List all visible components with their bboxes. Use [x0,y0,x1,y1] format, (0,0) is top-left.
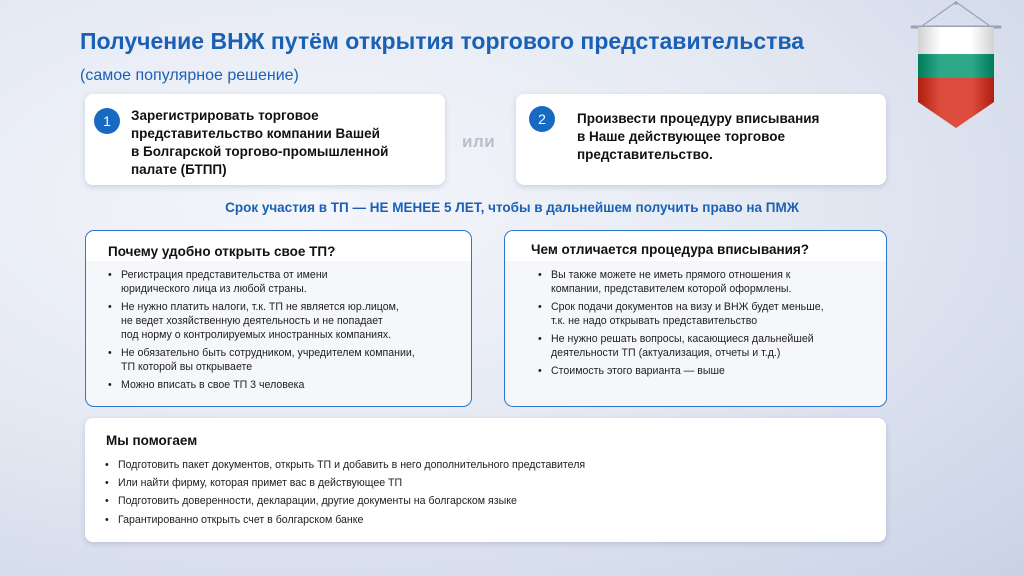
title-subtitle: (самое популярное решение) [80,67,299,84]
step-2-card [516,94,886,185]
list-item: • Срок подачи документов на визу и ВНЖ будет меньше, т.к. не надо открывать представительство [536,300,876,328]
step-2-text: Произвести процедуру вписывания в Наше действующее торговое представительство. [577,111,820,162]
list-item: • Не нужно платить налоги, т.к. ТП не является юр.лицом, не ведет хозяйственную деятельность и не попадает под норму о контролируемых иностранных компаниях. [106,300,461,342]
list-item: • Не нужно решать вопросы, касающиеся дальнейшей деятельности ТП (актуализация, отчеты и т.д.) [536,332,876,360]
step-1-text: Зарегистрировать торговое представительство компании Вашей в Болгарской торгово-промышленной палате (БТПП) [131,108,389,177]
why-list [106,268,461,396]
help-card [85,418,886,542]
diff-list [536,268,876,382]
help-list [103,458,873,531]
list-item: • Гарантированно открыть счет в болгарском банке [103,513,873,527]
why-heading: Почему удобно открыть свое ТП? [108,244,336,259]
bulgaria-flag-icon [908,0,1004,137]
list-item: • Регистрация представительства от имени юридического лица из любой страны. [106,268,461,296]
list-item: • Или найти фирму, которая примет вас в действующее ТП [103,476,873,490]
why-box [85,230,472,407]
diff-heading: Чем отличается процедура вписывания? [531,242,810,257]
page-title [80,26,860,91]
list-item: • Можно вписать в свое ТП 3 человека [106,378,461,392]
diff-box [504,230,887,407]
list-item: • Стоимость этого варианта — выше [536,364,876,378]
list-item: • Вы также можете не иметь прямого отношения к компании, представителем которой оформлены. [536,268,876,296]
or-separator: или [462,132,496,151]
list-item: • Подготовить доверенности, декларации, другие документы на болгарском языке [103,494,873,508]
list-item: • Не обязательно быть сотрудником, учредителем компании, ТП которой вы открываете [106,346,461,374]
list-item: • Подготовить пакет документов, открыть ТП и добавить в него дополнительного представителя [103,458,873,472]
step-1-card [85,94,445,185]
title-main: Получение ВНЖ путём открытия торгового представительства [80,28,805,54]
step-1-number: 1 [94,108,120,134]
term-note: Срок участия в ТП — НЕ МЕНЕЕ 5 ЛЕТ, чтобы в дальнейшем получить право на ПМЖ [225,200,799,215]
step-2-number: 2 [529,106,555,132]
help-heading: Мы помогаем [106,433,198,448]
